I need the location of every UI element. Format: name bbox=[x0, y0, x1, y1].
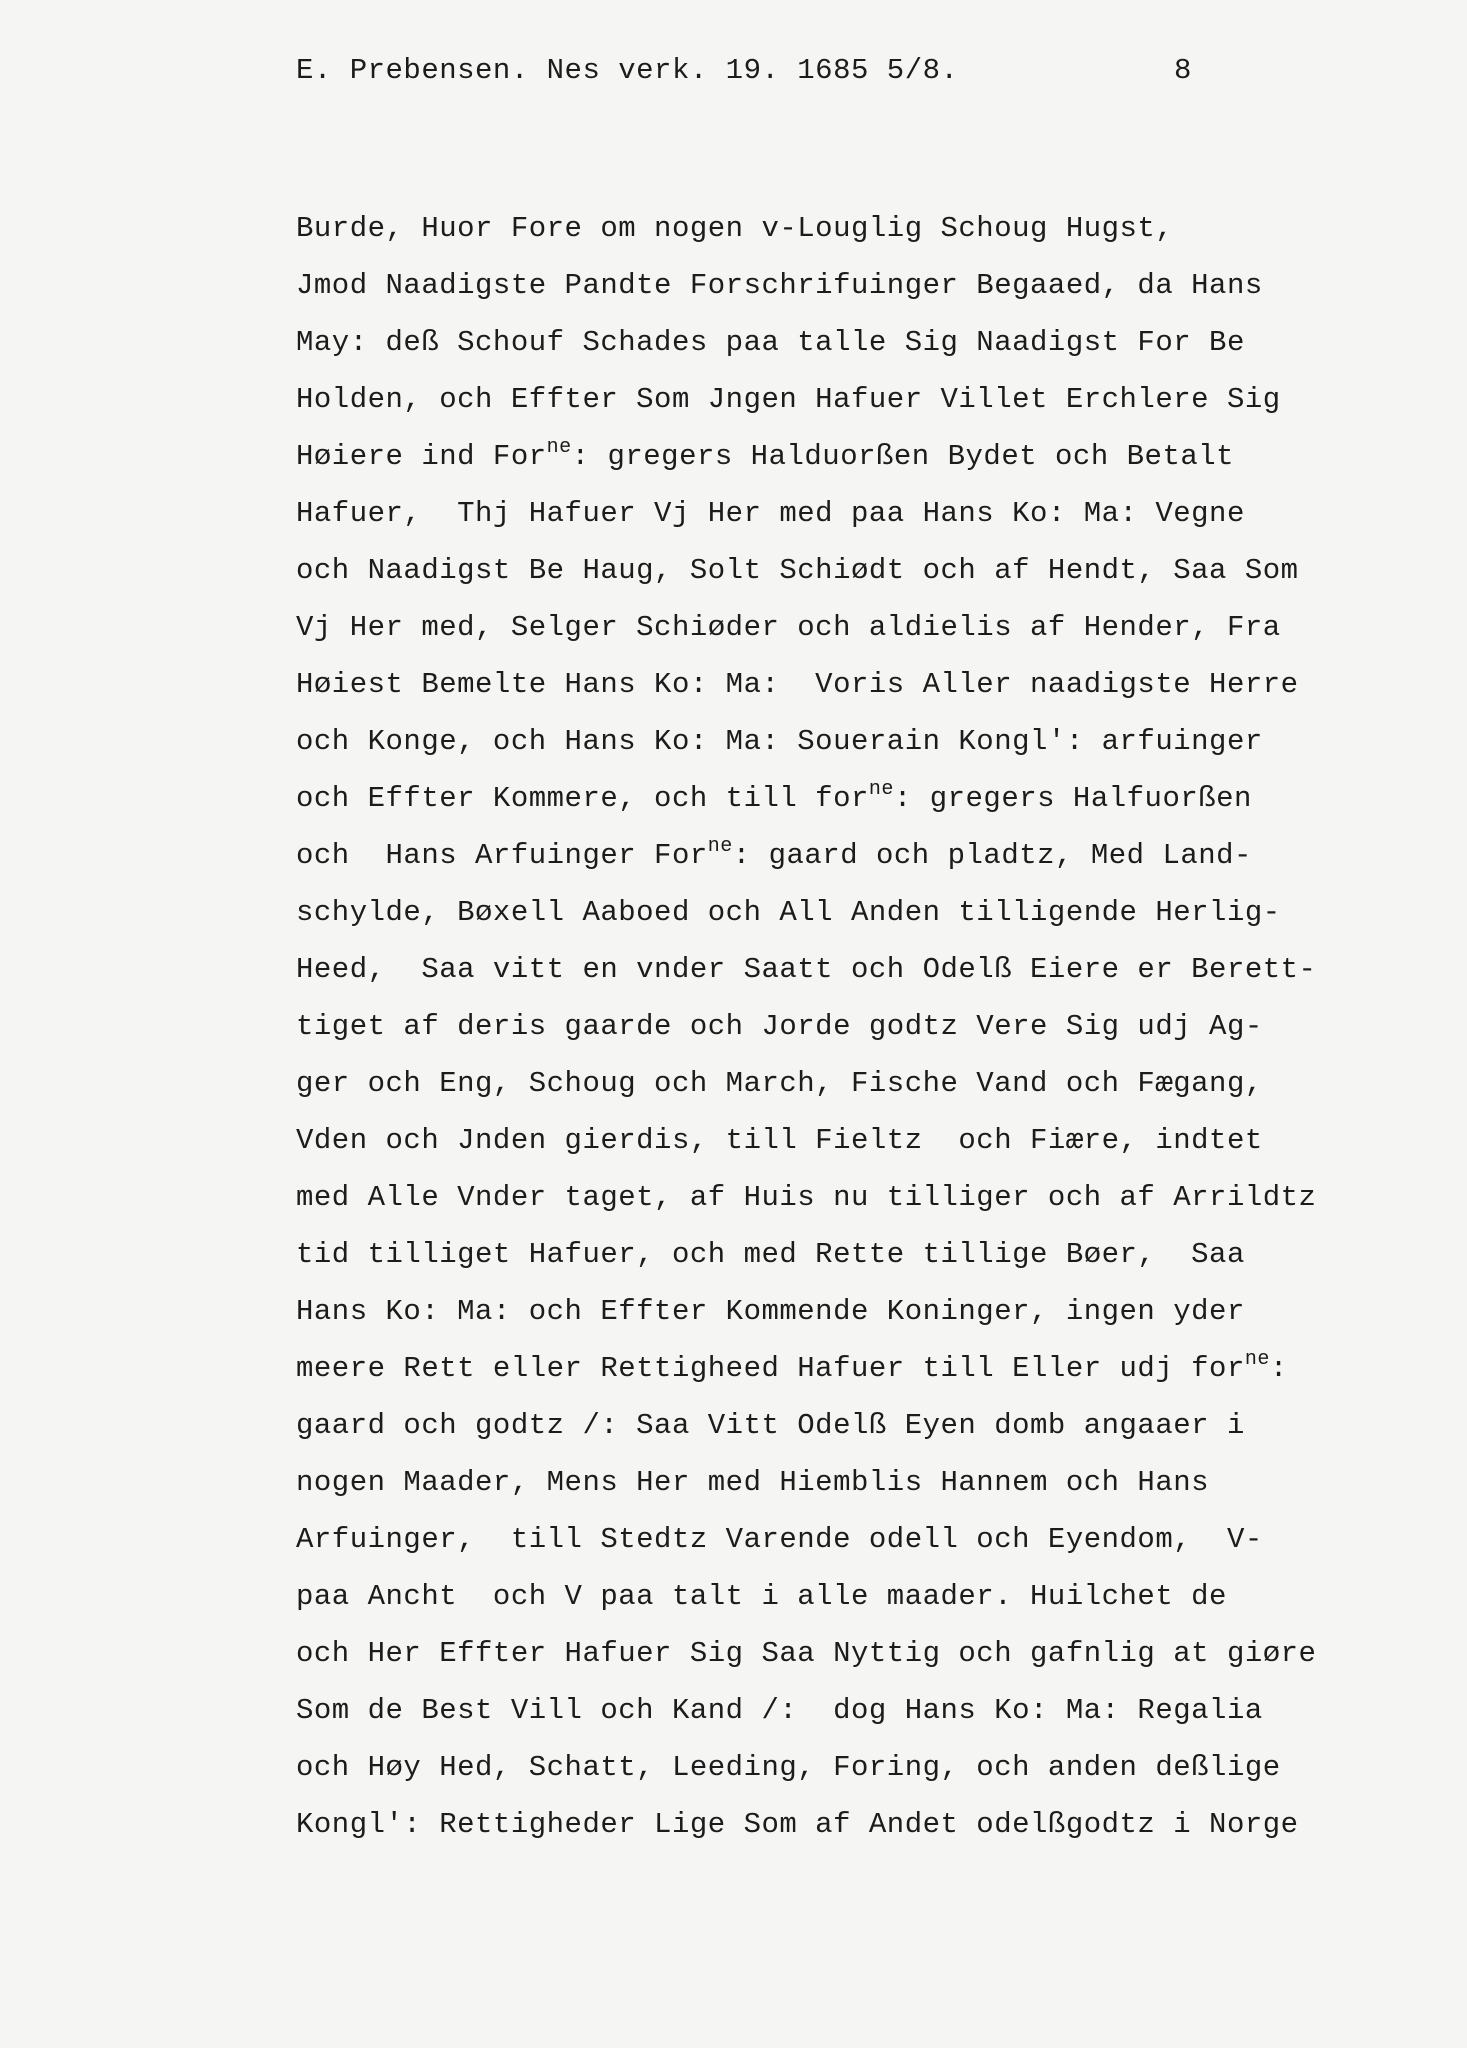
text-segment: tid tilliget Hafuer, och med Rette tillige Bøer, Saa bbox=[296, 1238, 1245, 1271]
text-segment: och Konge, och Hans Ko: Ma: Souerain Kongl': arfuinger bbox=[296, 725, 1263, 758]
text-line bbox=[296, 1511, 1416, 1568]
text-line bbox=[296, 371, 1416, 428]
transcription-body bbox=[296, 200, 1416, 1853]
superscript: ne bbox=[546, 436, 572, 459]
text-line bbox=[296, 1112, 1416, 1169]
text-segment: Kongl': Rettigheder Lige Som af Andet odelßgodtz i Norge bbox=[296, 1808, 1299, 1841]
page-header bbox=[296, 54, 1196, 87]
text-segment: Hafuer, Thj Hafuer Vj Her med paa Hans Ko: Ma: Vegne bbox=[296, 497, 1245, 530]
text-line bbox=[296, 884, 1416, 941]
text-line bbox=[296, 656, 1416, 713]
text-segment: Høiere ind For bbox=[296, 440, 547, 473]
text-line bbox=[296, 1454, 1416, 1511]
text-segment: Holden, och Effter Som Jngen Hafuer Villet Erchlere Sig bbox=[296, 383, 1281, 416]
text-line bbox=[296, 1796, 1416, 1853]
text-segment: paa Ancht och V paa talt i alle maader. Huilchet de bbox=[296, 1580, 1227, 1613]
text-line bbox=[296, 314, 1416, 371]
text-line bbox=[296, 713, 1416, 770]
text-line bbox=[296, 1568, 1416, 1625]
text-line bbox=[296, 941, 1416, 998]
text-line bbox=[296, 827, 1416, 884]
text-segment: Som de Best Vill och Kand /: dog Hans Ko: Ma: Regalia bbox=[296, 1694, 1263, 1727]
header-title: E. Prebensen. Nes verk. 19. 1685 5/8. bbox=[296, 54, 959, 87]
text-segment: : gregers Halduorßen Bydet och Betalt bbox=[571, 440, 1235, 473]
text-segment: Burde, Huor Fore om nogen v-Louglig Schoug Hugst, bbox=[296, 212, 1174, 245]
text-segment: : gaard och pladtz, Med Land- bbox=[732, 839, 1252, 872]
page-number: 8 bbox=[1174, 54, 1192, 87]
text-line bbox=[296, 485, 1416, 542]
text-line bbox=[296, 200, 1416, 257]
text-line bbox=[296, 542, 1416, 599]
text-segment: och Hans Arfuinger For bbox=[296, 839, 708, 872]
text-line bbox=[296, 1055, 1416, 1112]
text-segment: Arfuinger, till Stedtz Varende odell och Eyendom, V- bbox=[296, 1523, 1263, 1556]
text-segment: och Her Effter Hafuer Sig Saa Nyttig och gafnlig at giøre bbox=[296, 1637, 1317, 1670]
text-line bbox=[296, 998, 1416, 1055]
text-segment: med Alle Vnder taget, af Huis nu tilliger och af Arrildtz bbox=[296, 1181, 1317, 1214]
text-segment: Heed, Saa vitt en vnder Saatt och Odelß Eiere er Berett- bbox=[296, 953, 1317, 986]
text-segment: och Naadigst Be Haug, Solt Schiødt och af Hendt, Saa Som bbox=[296, 554, 1299, 587]
text-segment: Hans Ko: Ma: och Effter Kommende Koninger, ingen yder bbox=[296, 1295, 1245, 1328]
text-segment: Høiest Bemelte Hans Ko: Ma: Voris Aller naadigste Herre bbox=[296, 668, 1299, 701]
text-segment: gaard och godtz /: Saa Vitt Odelß Eyen domb angaaer i bbox=[296, 1409, 1245, 1442]
superscript: ne bbox=[707, 835, 733, 858]
text-segment: tiget af deris gaarde och Jorde godtz Vere Sig udj Ag- bbox=[296, 1010, 1263, 1043]
text-line bbox=[296, 1169, 1416, 1226]
text-segment: schylde, Bøxell Aaboed och All Anden tilligende Herlig- bbox=[296, 896, 1281, 929]
text-line bbox=[296, 428, 1416, 485]
text-segment: ger och Eng, Schoug och March, Fische Vand och Fægang, bbox=[296, 1067, 1263, 1100]
text-segment: och Høy Hed, Schatt, Leeding, Foring, och anden deßlige bbox=[296, 1751, 1281, 1784]
text-line bbox=[296, 599, 1416, 656]
text-line bbox=[296, 1340, 1416, 1397]
text-segment: : gregers Halfuorßen bbox=[893, 782, 1252, 815]
superscript: ne bbox=[868, 778, 894, 801]
text-segment: Vj Her med, Selger Schiøder och aldielis af Hender, Fra bbox=[296, 611, 1281, 644]
text-segment: Vden och Jnden gierdis, till Fieltz och Fiære, indtet bbox=[296, 1124, 1263, 1157]
text-line bbox=[296, 1226, 1416, 1283]
superscript: ne bbox=[1244, 1348, 1270, 1371]
text-segment: May: deß Schouf Schades paa talle Sig Naadigst For Be bbox=[296, 326, 1245, 359]
text-segment: och Effter Kommere, och till for bbox=[296, 782, 869, 815]
text-segment: meere Rett eller Rettigheed Hafuer till Eller udj for bbox=[296, 1352, 1245, 1385]
text-segment: : bbox=[1269, 1352, 1288, 1385]
text-line bbox=[296, 1283, 1416, 1340]
text-segment: Jmod Naadigste Pandte Forschrifuinger Begaaed, da Hans bbox=[296, 269, 1263, 302]
text-line bbox=[296, 770, 1416, 827]
text-segment: nogen Maader, Mens Her med Hiemblis Hannem och Hans bbox=[296, 1466, 1210, 1499]
text-line bbox=[296, 1625, 1416, 1682]
text-line bbox=[296, 1682, 1416, 1739]
text-line bbox=[296, 257, 1416, 314]
text-line bbox=[296, 1739, 1416, 1796]
text-line bbox=[296, 1397, 1416, 1454]
